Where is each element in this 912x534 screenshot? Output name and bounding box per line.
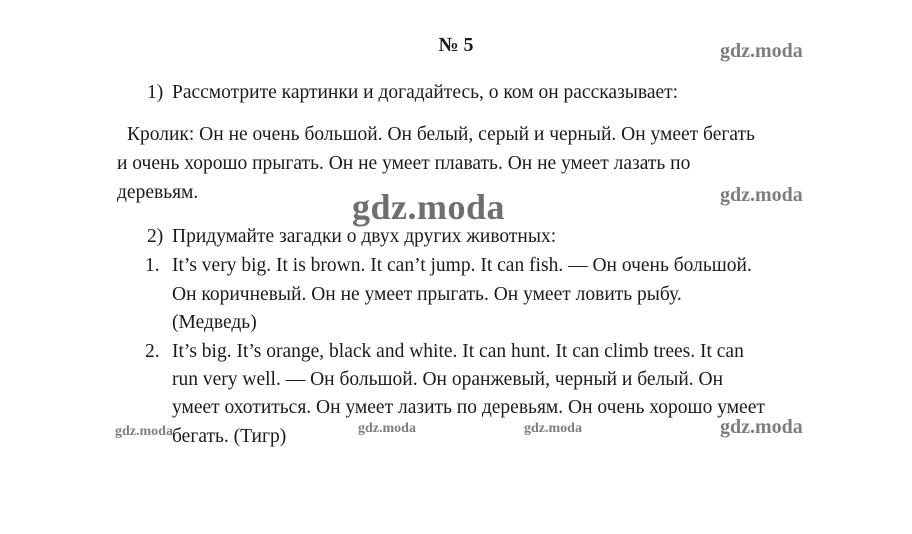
exercise-number: № 5 <box>438 34 474 56</box>
task-1-text: Рассмотрите картинки и догадайтесь, о ком он рассказывает: <box>172 82 679 103</box>
watermark: gdz.moda <box>720 416 803 438</box>
riddle-1-line: It’s very big. It is brown. It can’t jump. It can fish. — Он очень большой. <box>172 255 752 276</box>
task-1-number: 1) <box>147 82 164 103</box>
task-2-number: 2) <box>147 226 164 247</box>
riddle-2-line: умеет охотиться. Он умеет лазить по деревьям. Он очень хорошо умеет <box>172 397 765 418</box>
watermark: gdz.moda <box>358 421 416 436</box>
watermark: gdz.moda <box>720 40 803 62</box>
riddle-1-line: Он коричневый. Он не умеет прыгать. Он умеет ловить рыбу. <box>172 284 682 305</box>
watermark: gdz.moda <box>720 184 803 206</box>
answer-1-line: и очень хорошо прыгать. Он не умеет плавать. Он не умеет лазать по <box>117 153 691 174</box>
riddle-2-line: run very well. — Он большой. Он оранжевый, черный и белый. Он <box>172 369 724 390</box>
task-2-text: Придумайте загадки о двух других животных: <box>172 226 557 247</box>
watermark: gdz.moda <box>115 424 173 439</box>
riddle-2-line: бегать. (Тигр) <box>172 426 287 447</box>
watermark: gdz.moda <box>352 187 506 227</box>
riddle-1-line: (Медведь) <box>172 312 257 333</box>
riddle-1-number: 1. <box>145 255 160 276</box>
watermark: gdz.moda <box>524 421 582 436</box>
answer-1-line: Кролик: Он не очень большой. Он белый, серый и черный. Он умеет бегать <box>127 124 755 145</box>
answer-1-line: деревьям. <box>117 182 199 203</box>
riddle-2-number: 2. <box>145 341 160 362</box>
riddle-2-line: It’s big. It’s orange, black and white. It can hunt. It can climb trees. It can <box>172 341 744 362</box>
